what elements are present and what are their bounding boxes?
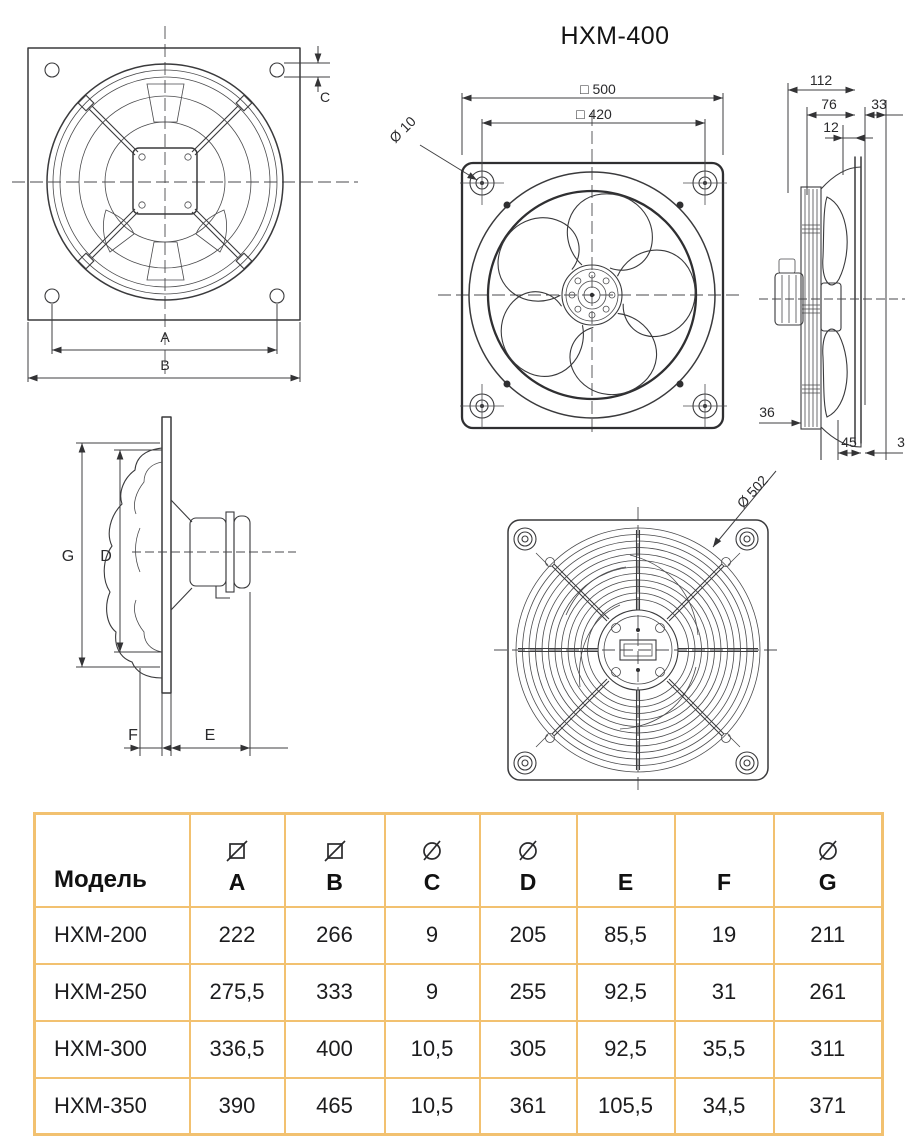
dim-label-outer-square: □ 500 [580,81,616,97]
model-column-header: Модель [35,814,190,907]
centerlines [12,26,358,374]
dim-label-d: D [100,548,112,565]
value-cell: 255 [480,964,577,1021]
dim-label-33: 33 [871,96,887,112]
table-row [35,1078,883,1135]
model-cell: HXM-350 [35,1078,190,1135]
value-cell: 9 [385,964,480,1021]
square-slash-icon [286,831,384,863]
dim-c [284,46,330,105]
value-cell: 333 [285,964,385,1021]
model-cell: HXM-200 [35,907,190,964]
dim-rear-gap [838,420,861,460]
diameter-icon [386,831,479,863]
header-row [35,814,883,907]
dim-label-3: 3 [897,434,905,450]
value-cell: 19 [675,907,774,964]
value-cell: 311 [774,1021,883,1078]
dim-label-f: F [128,727,138,744]
square-slash-icon [191,831,284,863]
dim-bolt-square [482,106,705,177]
column-header-b: B [285,814,385,907]
fan-impeller [484,191,707,412]
dim-foot [759,404,801,426]
value-cell: 34,5 [675,1078,774,1135]
dim-label-36: 36 [759,404,775,420]
dim-a [52,304,277,354]
value-cell: 390 [190,1078,285,1135]
centerlines [494,507,782,793]
dim-label-hole: Ø 10 [386,113,419,146]
diameter-icon [775,831,882,863]
model-cell: HXM-250 [35,964,190,1021]
value-cell: 211 [774,907,883,964]
dim-plate-offset [823,119,873,141]
side-view-generic-drawing [40,400,330,790]
grille-stack [801,167,861,460]
column-header-a: A [190,814,285,907]
value-cell: 336,5 [190,1021,285,1078]
value-cell: 92,5 [577,964,675,1021]
column-header-g: G [774,814,883,907]
dim-label-76: 76 [821,96,837,112]
wall-plate [855,157,861,443]
value-cell: 92,5 [577,1021,675,1078]
dim-e [171,592,288,756]
value-cell: 465 [285,1078,385,1135]
table-row [35,964,883,1021]
dim-label-b: B [160,357,170,373]
dim-rear-depth [865,96,903,118]
dim-label-a: A [160,329,170,345]
column-header-c: C [385,814,480,907]
fan-body [104,448,162,678]
value-cell: 205 [480,907,577,964]
side-view-hxm400-drawing [755,72,920,475]
value-cell: 275,5 [190,964,285,1021]
motor-assembly [132,500,296,610]
blade-section [821,197,847,417]
dim-label-c: C [319,89,331,105]
front-view-hxm400-drawing [380,81,745,445]
guard-diameter-callout [710,471,776,549]
mounting-plate [28,48,300,320]
column-header-e: E [577,814,675,907]
value-cell: 85,5 [577,907,675,964]
value-cell: 222 [190,907,285,964]
value-cell: 361 [480,1078,577,1135]
dim-label-45: 45 [841,434,857,450]
hole-diameter-callout [386,113,479,183]
dimensions-table [33,812,884,1136]
value-cell: 9 [385,907,480,964]
blade-hints [566,555,698,729]
dim-label-guard: Ø 502 [733,472,771,512]
wall-plate [162,417,171,693]
model-cell: HXM-300 [35,1021,190,1078]
front-view-generic-drawing [10,20,360,400]
value-cell: 400 [285,1021,385,1078]
value-cell: 105,5 [577,1078,675,1135]
table-row [35,907,883,964]
dim-label-12: 12 [823,119,839,135]
column-header-d: D [480,814,577,907]
dim-label-112: 112 [809,72,833,88]
column-header-f: F [675,814,774,907]
value-cell: 31 [675,964,774,1021]
motor-section [759,259,905,325]
value-cell: 261 [774,964,883,1021]
dim-label-g: G [61,548,75,565]
dim-edge [865,434,905,456]
dim-motor-depth [807,96,855,118]
table-row [35,1021,883,1078]
value-cell: 10,5 [385,1078,480,1135]
dim-total-depth [788,72,855,93]
dim-label-bolt-square: □ 420 [576,106,612,122]
back-view-hxm400-drawing [480,455,815,805]
value-cell: 305 [480,1021,577,1078]
dim-d [100,450,162,652]
dim-f [124,668,172,756]
page-title: HXM-400 [560,22,670,50]
diameter-icon [481,831,576,863]
value-cell: 266 [285,907,385,964]
value-cell: 371 [774,1078,883,1135]
dim-label-e: E [204,727,216,744]
value-cell: 35,5 [675,1021,774,1078]
value-cell: 10,5 [385,1021,480,1078]
